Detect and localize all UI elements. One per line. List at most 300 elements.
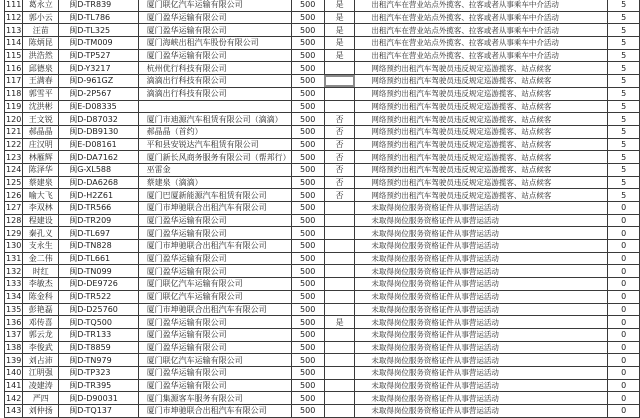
table-row [5,252,640,265]
table-row [5,392,640,405]
flag-cell[interactable] [324,214,355,227]
plate-cell[interactable]: 闽D-TR522 [59,290,138,303]
company-cell[interactable]: 厦门市迪源汽车租赁有限公司（滴滴） [138,113,291,126]
plate-cell[interactable]: 闽D-TL661 [59,252,138,265]
points-cell[interactable]: 0 [608,290,640,303]
flag-cell[interactable]: 否 [324,138,355,151]
points-cell[interactable]: 5 [608,138,640,151]
table-row [5,176,640,189]
company-cell[interactable]: 厦门盈华运输有限公司 [138,366,291,379]
name-cell[interactable]: 金二伟 [23,252,59,265]
row-number-cell[interactable]: 133 [6,279,22,289]
flag-cell[interactable]: 是 [324,0,355,11]
flag-cell[interactable]: 是 [324,37,355,50]
points-cell[interactable]: 0 [608,316,640,329]
table-row [5,151,640,164]
table-row [5,87,640,100]
row-number-cell[interactable]: 128 [6,216,22,226]
reason-cell[interactable]: 网络预约出租汽车驾驶员违反规定巡游揽客、站点候客 [355,151,608,164]
company-cell[interactable]: 厦门联亿汽车运输有限公司 [138,354,291,367]
table-row [5,125,640,138]
fine-cell[interactable]: 500 [291,265,324,278]
fine-cell[interactable]: 500 [291,227,324,240]
company-cell[interactable]: 厦门巴厦新能源汽车租赁有限公司 [138,189,291,202]
row-number-cell[interactable]: 117 [6,76,22,86]
row-number-cell[interactable]: 135 [6,304,22,314]
points-cell[interactable]: 0 [608,252,640,265]
flag-cell[interactable] [324,75,355,88]
table-row [5,49,640,62]
reason-cell[interactable]: 网络预约出租汽车驾驶员违反规定巡游揽客、站点候客 [355,189,608,202]
row-number-cell[interactable]: 115 [6,51,22,61]
flag-cell[interactable]: 是 [324,316,355,329]
plate-cell[interactable]: 闽D-961GZ [59,75,138,88]
row-number-cell[interactable]: 130 [6,241,22,251]
flag-cell[interactable] [324,392,355,405]
reason-cell[interactable]: 网络预约出租汽车驾驶员违反规定巡游揽客、站点候客 [355,176,608,189]
points-cell[interactable]: 5 [608,87,640,100]
company-cell[interactable]: 厦门盈华运输有限公司 [138,11,291,24]
plate-cell[interactable]: 闽D-TR133 [59,328,138,341]
reason-cell[interactable]: 未取得岗位服务资格证件从事营运活动 [355,366,608,379]
points-cell[interactable]: 0 [608,354,640,367]
company-cell[interactable]: 厦门联亿汽车运输有限公司 [138,290,291,303]
row-number-cell[interactable]: 140 [6,368,22,378]
row-number-cell[interactable]: 114 [6,38,22,48]
points-cell[interactable]: 5 [608,11,640,24]
name-cell[interactable]: 秦孔义 [23,227,59,240]
flag-cell[interactable]: 否 [324,176,355,189]
company-cell[interactable]: 厦门新长风商务服务有限公司（帮邦行） [138,151,291,164]
row-number-cell[interactable]: 121 [6,127,22,137]
row-number-cell[interactable]: 134 [6,292,22,302]
flag-cell[interactable] [324,341,355,354]
row-number-cell[interactable]: 129 [6,228,22,238]
row-number-cell[interactable]: 137 [6,330,22,340]
name-cell[interactable]: 林雁辉 [23,151,59,164]
reason-cell[interactable]: 未取得岗位服务资格证件从事营运活动 [355,214,608,227]
reason-cell[interactable]: 出租汽车在营业站点外揽客、拉客或者从事乘车中介活动 [355,37,608,50]
table-row [5,354,640,367]
table-row [5,37,640,50]
table-row [5,379,640,392]
fine-cell[interactable]: 500 [291,316,324,329]
row-number-cell[interactable]: 116 [6,63,22,73]
fine-cell[interactable]: 500 [291,189,324,202]
row-number-cell[interactable]: 131 [6,254,22,264]
points-cell[interactable]: 5 [608,0,640,11]
name-cell[interactable]: 邱德泉 [23,62,59,75]
name-cell[interactable]: 彭艳磊 [23,303,59,316]
plate-cell[interactable]: 闽D-TR209 [59,214,138,227]
row-number-cell[interactable]: 113 [6,25,22,35]
company-cell[interactable]: 厦门盈华运输有限公司 [138,214,291,227]
fine-cell[interactable]: 500 [291,379,324,392]
fine-cell[interactable]: 500 [291,278,324,291]
reason-cell[interactable]: 未取得岗位服务资格证件从事营运活动 [355,341,608,354]
points-cell[interactable]: 0 [608,214,640,227]
company-cell[interactable]: 厦门盈华运输有限公司 [138,379,291,392]
table-row [5,366,640,379]
fine-cell[interactable]: 500 [291,354,324,367]
reason-cell[interactable]: 出租汽车在营业站点外揽客、拉客或者从事乘车中介活动 [355,49,608,62]
plate-cell[interactable]: 闽D-DA6268 [59,176,138,189]
plate-cell[interactable]: 闽D-TR566 [59,202,138,215]
fine-cell[interactable]: 500 [291,214,324,227]
company-cell[interactable]: 厦门盈华运输有限公司 [138,227,291,240]
fine-cell[interactable]: 500 [291,202,324,215]
name-cell[interactable]: 陈炳昆 [23,37,59,50]
company-cell[interactable]: 平和县安锐达汽车租赁有限公司 [138,138,291,151]
flag-cell[interactable]: 是 [324,49,355,62]
row-number-cell[interactable]: 112 [6,13,22,23]
table-row [5,202,640,215]
fine-cell[interactable]: 500 [291,100,324,113]
company-cell[interactable] [138,100,291,113]
plate-cell[interactable]: 闽E-D08335 [59,100,138,113]
company-cell[interactable]: 蔡建泉（滴滴） [138,176,291,189]
company-cell[interactable]: 厦门市坤驰联合出租汽车有限公司 [138,240,291,253]
points-cell[interactable]: 5 [608,176,640,189]
fine-cell[interactable]: 500 [291,113,324,126]
fine-cell[interactable]: 500 [291,163,324,176]
reason-cell[interactable]: 未取得岗位服务资格证件从事营运活动 [355,316,608,329]
name-cell[interactable]: 时红 [23,265,59,278]
points-cell[interactable]: 0 [608,341,640,354]
reason-cell[interactable]: 未取得岗位服务资格证件从事营运活动 [355,392,608,405]
fine-cell[interactable]: 500 [291,37,324,50]
points-cell[interactable]: 5 [608,100,640,113]
points-cell[interactable]: 0 [608,202,640,215]
points-cell[interactable]: 5 [608,49,640,62]
reason-cell[interactable]: 未取得岗位服务资格证件从事营运活动 [355,265,608,278]
row-number-cell[interactable]: 118 [6,89,22,99]
fine-cell[interactable]: 500 [291,252,324,265]
plate-cell[interactable]: 闽G-XL588 [59,163,138,176]
reason-cell[interactable]: 网络预约出租汽车驾驶员违反规定巡游揽客、站点候客 [355,113,608,126]
flag-cell[interactable] [324,87,355,100]
fine-cell[interactable]: 500 [291,0,324,11]
points-cell[interactable]: 0 [608,303,640,316]
plate-cell[interactable]: 闽D-TL325 [59,24,138,37]
company-cell[interactable]: 厦门市坤驰联合出租汽车有限公司 [138,303,291,316]
company-cell[interactable]: 厦门盈华运输有限公司 [138,49,291,62]
name-cell[interactable]: 喻大飞 [23,189,59,202]
flag-cell[interactable] [324,290,355,303]
plate-cell[interactable]: 闽D-D90031 [59,392,138,405]
name-cell[interactable]: 陈泽华 [23,163,59,176]
points-cell[interactable]: 0 [608,278,640,291]
name-cell[interactable]: 沈洪彬 [23,100,59,113]
plate-cell[interactable]: 闽D-TL697 [59,227,138,240]
table-row [5,113,640,126]
row-number-cell[interactable]: 141 [6,380,22,390]
plate-cell[interactable]: 闽D-TR839 [59,0,138,11]
flag-cell[interactable]: 否 [324,125,355,138]
flag-cell[interactable] [324,405,355,418]
reason-cell[interactable]: 网络预约出租汽车驾驶员违反规定巡游揽客、站点候客 [355,75,608,88]
plate-cell[interactable]: 闽D-TM009 [59,37,138,50]
plate-cell[interactable]: 闽E-D08161 [59,138,138,151]
fine-cell[interactable]: 500 [291,151,324,164]
table-row [5,278,640,291]
reason-cell[interactable]: 未取得岗位服务资格证件从事营运活动 [355,202,608,215]
name-cell[interactable]: 程建设 [23,214,59,227]
name-cell[interactable]: 刘占沛 [23,354,59,367]
name-cell[interactable]: 严四 [23,392,59,405]
company-cell[interactable]: 厦门市坤驰联合出租汽车有限公司 [138,405,291,418]
name-cell[interactable]: 支永生 [23,240,59,253]
company-cell[interactable]: 郝晶晶（首约） [138,125,291,138]
flag-cell[interactable] [324,240,355,253]
row-number-cell[interactable]: 132 [6,266,22,276]
table-row [5,138,640,151]
fine-cell[interactable]: 500 [291,138,324,151]
fine-cell[interactable]: 500 [291,303,324,316]
plate-cell[interactable]: 闽D-D87032 [59,113,138,126]
reason-cell[interactable]: 未取得岗位服务资格证件从事营运活动 [355,379,608,392]
row-number-cell[interactable]: 126 [6,190,22,200]
plate-cell[interactable]: 闽D-TN979 [59,354,138,367]
reason-cell[interactable]: 未取得岗位服务资格证件从事营运活动 [355,405,608,418]
violations-table [4,0,640,418]
plate-cell[interactable]: 闽D-DE9726 [59,278,138,291]
table-row [5,341,640,354]
company-cell[interactable]: 厦门集源客车服务有限公司 [138,392,291,405]
reason-cell[interactable]: 未取得岗位服务资格证件从事营运活动 [355,252,608,265]
plate-cell[interactable]: 闽D-TP527 [59,49,138,62]
points-cell[interactable]: 0 [608,405,640,418]
table-row [5,214,640,227]
flag-cell[interactable] [324,328,355,341]
reason-cell[interactable]: 未取得岗位服务资格证件从事营运活动 [355,240,608,253]
name-cell[interactable]: 陈金科 [23,290,59,303]
reason-cell[interactable]: 未取得岗位服务资格证件从事营运活动 [355,227,608,240]
flag-cell[interactable]: 是 [324,11,355,24]
reason-cell[interactable]: 未取得岗位服务资格证件从事营运活动 [355,290,608,303]
points-cell[interactable]: 5 [608,113,640,126]
row-number-cell[interactable]: 127 [6,203,22,213]
plate-cell[interactable]: 闽D-DA7162 [59,151,138,164]
plate-cell[interactable]: 闽D-TR395 [59,379,138,392]
flag-cell[interactable]: 是 [324,24,355,37]
points-cell[interactable]: 0 [608,240,640,253]
table-row [5,0,640,11]
fine-cell[interactable]: 500 [291,75,324,88]
reason-cell[interactable]: 未取得岗位服务资格证件从事营运活动 [355,278,608,291]
fine-cell[interactable]: 500 [291,240,324,253]
table-row [5,240,640,253]
flag-cell[interactable] [324,379,355,392]
name-cell[interactable]: 葛永立 [23,0,59,11]
spreadsheet [4,0,640,418]
reason-cell[interactable]: 未取得岗位服务资格证件从事营运活动 [355,354,608,367]
fine-cell[interactable]: 500 [291,125,324,138]
flag-cell[interactable] [324,303,355,316]
fine-cell[interactable]: 500 [291,62,324,75]
fine-cell[interactable]: 500 [291,290,324,303]
table-row [5,303,640,316]
flag-cell[interactable]: 否 [324,189,355,202]
flag-cell[interactable] [324,252,355,265]
points-cell[interactable]: 5 [608,37,640,50]
company-cell[interactable]: 厦门海峡出租汽车股份有限公司 [138,37,291,50]
table-row [5,62,640,75]
points-cell[interactable]: 0 [608,328,640,341]
points-cell[interactable]: 5 [608,151,640,164]
points-cell[interactable]: 5 [608,24,640,37]
points-cell[interactable]: 0 [608,366,640,379]
table-row [5,189,640,202]
row-number-cell[interactable]: 124 [6,165,22,175]
fine-cell[interactable]: 500 [291,405,324,418]
flag-cell[interactable] [324,265,355,278]
company-cell[interactable]: 厦门盈华运输有限公司 [138,341,291,354]
reason-cell[interactable]: 网络预约出租汽车驾驶员违反规定巡游揽客、站点候客 [355,163,608,176]
table-row [5,290,640,303]
points-cell[interactable]: 0 [608,392,640,405]
name-cell[interactable]: 江明强 [23,366,59,379]
company-cell[interactable]: 巫雷金 [138,163,291,176]
reason-cell[interactable]: 出租汽车在营业站点外揽客、拉客或者从事乘车中介活动 [355,0,608,11]
table-row [5,75,640,88]
reason-cell[interactable]: 未取得岗位服务资格证件从事营运活动 [355,303,608,316]
company-cell[interactable]: 厦门盈华运输有限公司 [138,265,291,278]
points-cell[interactable]: 0 [608,227,640,240]
flag-cell[interactable]: 否 [324,163,355,176]
company-cell[interactable]: 滴滴出行科技有限公司 [138,87,291,100]
points-cell[interactable]: 0 [608,379,640,392]
reason-cell[interactable]: 未取得岗位服务资格证件从事营运活动 [355,328,608,341]
table-row [5,11,640,24]
plate-cell[interactable]: 闽D-Y3217 [59,62,138,75]
row-number-cell[interactable]: 136 [6,317,22,327]
reason-cell[interactable]: 网络预约出租汽车驾驶员违反规定巡游揽客、站点候客 [355,125,608,138]
name-cell[interactable]: 刘仲扬 [23,405,59,418]
name-cell[interactable]: 郭小云 [23,11,59,24]
table-row [5,227,640,240]
name-cell[interactable]: 李俊武 [23,341,59,354]
row-number-cell[interactable]: 143 [6,406,22,416]
name-cell[interactable]: 凌建涛 [23,379,59,392]
table-body [5,0,640,417]
name-cell[interactable]: 蔡建泉 [23,176,59,189]
row-number-cell[interactable]: 120 [6,114,22,124]
reason-cell[interactable]: 网络预约出租汽车驾驶员违反规定巡游揽客、站点候客 [355,62,608,75]
plate-cell[interactable]: 闽D-D25760 [59,303,138,316]
name-cell[interactable]: 王文锐 [23,113,59,126]
row-number-cell[interactable]: 142 [6,393,22,403]
fine-cell[interactable]: 500 [291,49,324,62]
flag-cell[interactable]: 否 [324,113,355,126]
fine-cell[interactable]: 500 [291,24,324,37]
row-number-cell[interactable]: 139 [6,355,22,365]
row-number-cell[interactable]: 123 [6,152,22,162]
flag-cell[interactable] [324,366,355,379]
name-cell[interactable]: 郝晶晶 [23,125,59,138]
company-cell[interactable]: 厦门联亿汽车运输有限公司 [138,0,291,11]
fine-cell[interactable]: 500 [291,341,324,354]
plate-cell[interactable]: 闽D-TQ500 [59,316,138,329]
plate-cell[interactable]: 闽D-T8859 [59,341,138,354]
row-number-cell[interactable]: 138 [6,342,22,352]
points-cell[interactable]: 5 [608,163,640,176]
reason-cell[interactable]: 网络预约出租汽车驾驶员违反规定巡游揽客、站点候客 [355,87,608,100]
reason-cell[interactable]: 网络预约出租汽车驾驶员违反规定巡游揽客、站点候客 [355,100,608,113]
plate-cell[interactable]: 闽D-TQ137 [59,405,138,418]
table-row [5,24,640,37]
flag-cell[interactable] [324,278,355,291]
plate-cell[interactable]: 闽D-TP323 [59,366,138,379]
fine-cell[interactable]: 500 [291,392,324,405]
row-number-cell[interactable]: 122 [6,139,22,149]
table-row [5,100,640,113]
company-cell[interactable]: 厦门市坤驰联合出租汽车有限公司 [138,202,291,215]
fine-cell[interactable]: 500 [291,87,324,100]
row-number-cell[interactable]: 119 [6,101,22,111]
plate-cell[interactable]: 闽D-TN099 [59,265,138,278]
flag-cell[interactable] [324,227,355,240]
company-cell[interactable]: 厦门盈华运输有限公司 [138,24,291,37]
name-cell[interactable]: 庄汉明 [23,138,59,151]
flag-cell[interactable] [324,100,355,113]
points-cell[interactable]: 5 [608,125,640,138]
row-number-cell[interactable]: 125 [6,177,22,187]
row-number-cell[interactable]: 111 [6,0,22,10]
plate-cell[interactable]: 闽D-H2Z61 [59,189,138,202]
reason-cell[interactable]: 出租汽车在营业站点外揽客、拉客或者从事乘车中介活动 [355,11,608,24]
flag-cell[interactable]: 否 [324,151,355,164]
plate-cell[interactable]: 闽D-2P567 [59,87,138,100]
fine-cell[interactable]: 500 [291,11,324,24]
company-cell[interactable]: 厦门盈华运输有限公司 [138,328,291,341]
flag-cell[interactable] [324,354,355,367]
name-cell[interactable]: 邓传喜 [23,316,59,329]
plate-cell[interactable]: 闽D-DB9130 [59,125,138,138]
table-row [5,265,640,278]
flag-cell[interactable] [324,62,355,75]
name-cell[interactable]: 洪浩然 [23,49,59,62]
company-cell[interactable]: 厦门联亿汽车运输有限公司 [138,278,291,291]
name-cell[interactable]: 李双林 [23,202,59,215]
company-cell[interactable]: 滴滴出行科技有限公司 [138,75,291,88]
fine-cell[interactable]: 500 [291,328,324,341]
name-cell[interactable]: 王满春 [23,75,59,88]
plate-cell[interactable]: 闽D-TL786 [59,11,138,24]
name-cell[interactable]: 汪苗 [23,24,59,37]
points-cell[interactable]: 5 [608,189,640,202]
name-cell[interactable]: 郭云龙 [23,328,59,341]
flag-cell[interactable] [324,202,355,215]
points-cell[interactable]: 5 [608,62,640,75]
table-row [5,316,640,329]
table-row [5,405,640,418]
name-cell[interactable]: 李敏杰 [23,278,59,291]
fine-cell[interactable]: 500 [291,176,324,189]
reason-cell[interactable]: 网络预约出租汽车驾驶员违反规定巡游揽客、站点候客 [355,138,608,151]
company-cell[interactable]: 杭州优行科技有限公司 [138,62,291,75]
company-cell[interactable]: 厦门盈华运输有限公司 [138,252,291,265]
table-row [5,163,640,176]
points-cell[interactable]: 5 [608,75,640,88]
plate-cell[interactable]: 闽D-TN828 [59,240,138,253]
name-cell[interactable]: 郭雪平 [23,87,59,100]
reason-cell[interactable]: 出租汽车在营业站点外揽客、拉客或者从事乘车中介活动 [355,24,608,37]
company-cell[interactable]: 厦门盈华运输有限公司 [138,316,291,329]
fine-cell[interactable]: 500 [291,366,324,379]
points-cell[interactable]: 0 [608,265,640,278]
table-row [5,328,640,341]
